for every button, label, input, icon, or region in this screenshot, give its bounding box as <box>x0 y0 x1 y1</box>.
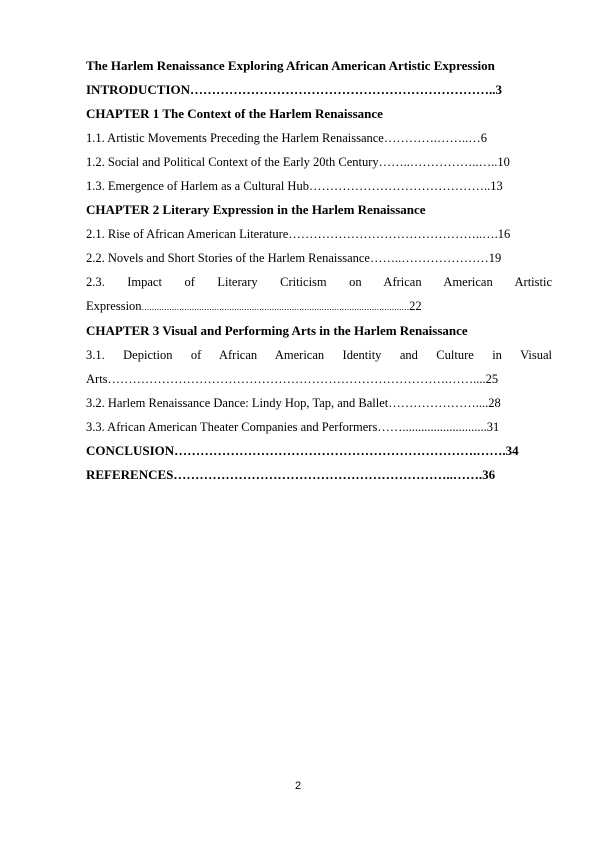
toc-label: CONCLUSION <box>86 443 175 458</box>
toc-leader: ……........................... <box>377 420 487 434</box>
toc-entry-2-2[interactable] <box>86 250 552 266</box>
toc-label: 3.3. African American Theater Companies and Performers <box>86 420 378 434</box>
toc-label-line-1: 3.1. Depiction of African American Identity and Culture in Visual <box>86 348 552 362</box>
toc-page: 28 <box>488 396 501 410</box>
toc-chapter-2[interactable] <box>86 202 552 218</box>
toc-page: 10 <box>497 155 510 169</box>
toc-page: 13 <box>490 179 503 193</box>
toc-label-line-2: Arts <box>86 372 108 386</box>
toc-label: INTRODUCTION <box>86 82 191 97</box>
toc-page: 3 <box>495 82 503 97</box>
toc-page: 34 <box>505 443 519 458</box>
toc-label-line-2-row <box>86 371 552 387</box>
toc-label-line-2-row <box>86 298 552 315</box>
toc-chapter-3[interactable] <box>86 323 552 339</box>
toc-entry-1-1[interactable] <box>86 130 552 146</box>
toc-label: 3.2. Harlem Renaissance Dance: Lindy Hop, Tap, and Ballet <box>86 396 389 410</box>
toc-page: 6 <box>480 131 487 145</box>
document-title: The Harlem Renaissance Exploring African American Artistic Expression <box>86 58 495 73</box>
toc-entry-3-1[interactable] <box>86 347 552 387</box>
toc-leader: ………….……..… <box>383 131 481 145</box>
toc-leader: ........................................................................................................... <box>141 302 410 312</box>
page-number: 2 <box>294 780 302 792</box>
toc-entry-1-3[interactable] <box>86 178 552 194</box>
toc-page: 36 <box>482 467 496 482</box>
toc-page: 16 <box>497 227 511 241</box>
toc-entry-1-2[interactable] <box>86 154 552 170</box>
toc-label: 1.2. Social and Political Context of the Early 20th Century <box>86 155 379 169</box>
toc-page: 19 <box>488 251 502 265</box>
toc-leader: ………………………………………..…. <box>288 227 498 241</box>
toc-label: CHAPTER 2 Literary Expression in the Harlem Renaissance <box>86 202 426 217</box>
toc-page: 22 <box>409 299 422 313</box>
toc-entry-introduction[interactable] <box>86 82 552 98</box>
toc-leader: …………………………………………………………….……. <box>174 443 506 458</box>
toc-leader: …………………………………………………………….. <box>190 82 496 97</box>
toc-entry-2-1[interactable] <box>86 226 552 242</box>
toc-entry-3-2[interactable] <box>86 395 552 411</box>
toc-leader: ………………….... <box>388 396 489 410</box>
toc-page: 31 <box>486 420 500 434</box>
toc-entry-references[interactable] <box>86 467 552 483</box>
toc-label-line-2: Expression <box>86 299 142 313</box>
toc-chapter-1[interactable] <box>86 106 552 122</box>
toc-leader: ……………………………………………………………………….…….... <box>107 372 486 386</box>
toc-label: 1.3. Emergence of Harlem as a Cultural Hub <box>86 179 309 193</box>
toc-entry-3-3[interactable] <box>86 419 552 435</box>
toc-label: REFERENCES <box>86 467 174 482</box>
toc-page: 25 <box>485 372 499 386</box>
toc-leader: ……..……………..….. <box>378 155 498 169</box>
toc-entry-conclusion[interactable] <box>86 443 552 459</box>
toc-label: CHAPTER 3 Visual and Performing Arts in the Harlem Renaissance <box>86 323 468 338</box>
toc-entry-2-3[interactable] <box>86 274 552 315</box>
toc-label-line-1: 2.3. Impact of Literary Criticism on African American Artistic <box>86 275 552 289</box>
toc-leader: ………………………………………………………..……. <box>173 467 483 482</box>
table-of-contents <box>86 58 552 491</box>
toc-label: 2.1. Rise of African American Literature <box>86 227 289 241</box>
toc-label: 2.2. Novels and Short Stories of the Harlem Renaissance <box>86 251 370 265</box>
toc-label: 1.1. Artistic Movements Preceding the Harlem Renaissance <box>86 131 384 145</box>
toc-leader: …………………………………….. <box>308 179 491 193</box>
toc-label: CHAPTER 1 The Context of the Harlem Renaissance <box>86 106 383 121</box>
toc-leader: ……..………………… <box>369 251 489 265</box>
